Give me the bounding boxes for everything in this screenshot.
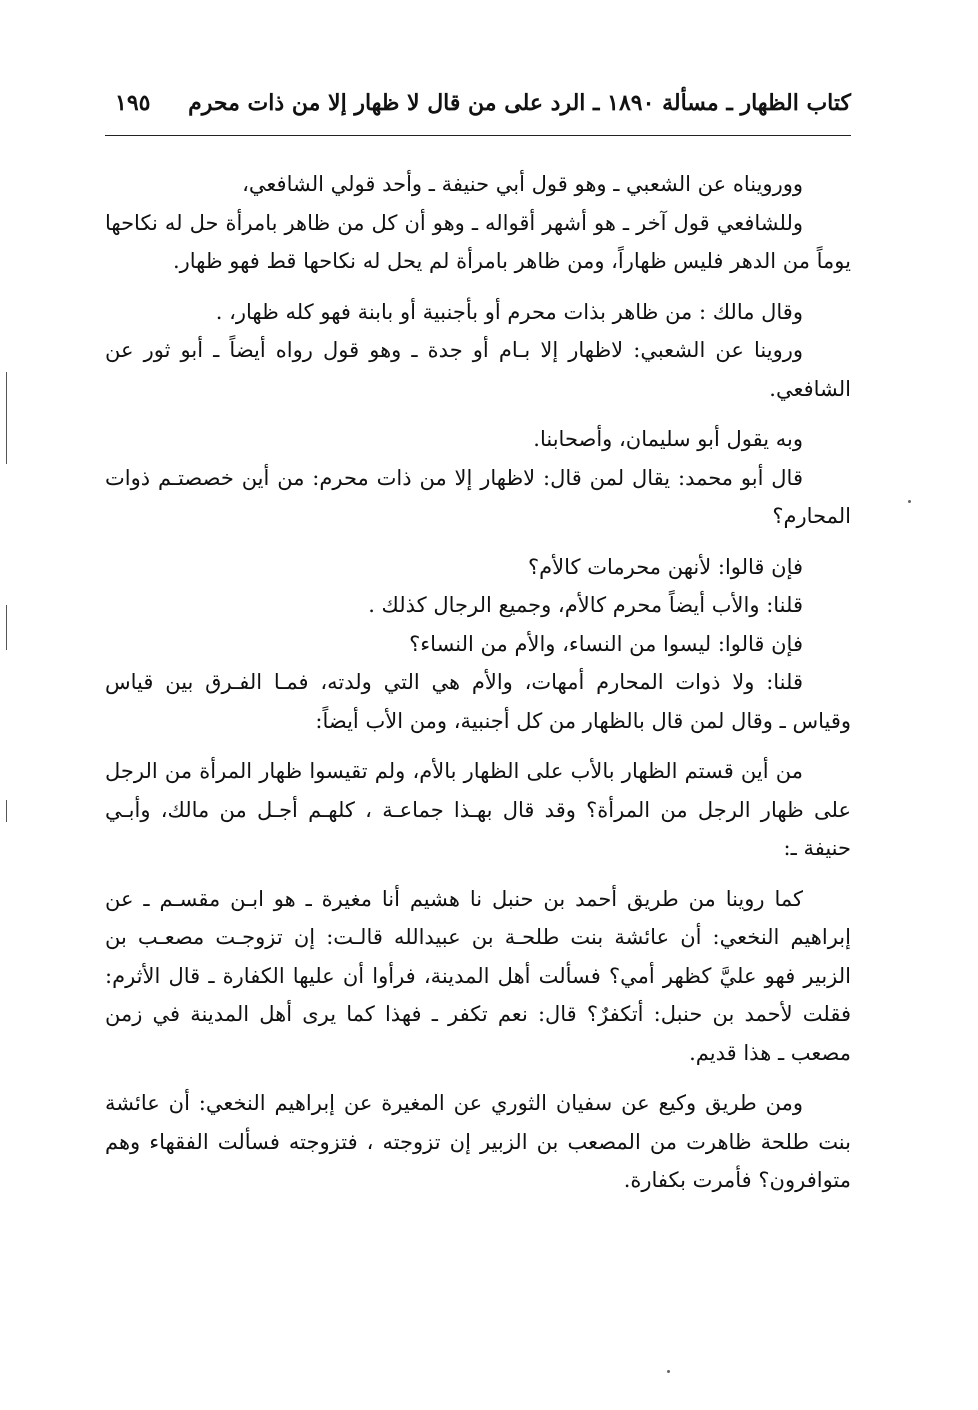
paragraph: وروينا عن الشعبي: لاظهار إلا بـام أو جدة ـ وهو قول رواه أيضاً ـ أبو ثور عن الشافعي. (105, 338, 851, 401)
paragraph: قلنا: ولا ذوات المحارم أمهات، والأم هي التي ولدته، فمـا الفـرق بين قياس وقياس ـ وقال لمن قال بالظهار من كل أجنبية، ومن الأب أيضاً: (105, 670, 851, 733)
paragraph: وورويناه عن الشعبي ـ وهو قول أبي حنيفة ـ وأحد قولي الشافعي، (242, 172, 803, 196)
paragraph: كما روينا من طريق أحمد بن حنبل نا هشيم أنا مغيرة ـ هو ابـن مقسـم ـ عن إبراهيم النخعي: أن عائشة بنت طلحـة بن عبيدالله قالـت: إن تزوجـت مصعـب بن الزبير فهو عليَّ كظهر أمي؟ فسألت أهل المدينة، فرأوا أن عليها الكفارة ـ قال الأثرم: فقلت لأحمد بن حنبل: أتكفرٌ؟ قال: نعم تكفر ـ فهذا كما يرى أهل المدينة في زمن مصعب ـ هذا قديم. (105, 886, 851, 1065)
paragraph: وبه يقول أبو سليمان، وأصحابنا. (533, 427, 803, 451)
scan-margin-mark (6, 605, 7, 650)
paragraph: قال أبو محمد: يقال لمن قال: لاظهار إلا من ذات محرم: من أين خصصتـم ذوات المحارم؟ (105, 465, 851, 528)
paragraph: فإن قالوا: ليسوا من النساء، والأم من النساء؟ (409, 631, 803, 656)
page-number: ١٩٥ (115, 90, 151, 116)
scan-margin-mark (6, 372, 7, 464)
paragraph: ومن طريق وكيع عن سفيان الثوري عن المغيرة عن إبراهيم النخعي: أن عائشة بنت طلحة ظاهرت من المصعب بن الزبير إن تزوجته ، فتزوجته فسألت الفقهاء وهم متوافرون؟ فأمرت بكفارة. (105, 1091, 851, 1192)
paragraph: من أين قستم الظهار بالأب على الظهار بالأم، ولم تقيسوا ظهار المرأة من الرجل على ظهار الرجل من المرأة؟ وقد قال بهـذا جماعـة ، كلهـم أجـل من مالك، وأبـي حنيفة ـ: (105, 759, 851, 860)
chapter-heading: كتاب الظهار ـ مسألة ١٨٩٠ ـ الرد على من قال لا ظهار إلا من ذات محرم (188, 90, 851, 116)
scan-speck (667, 1370, 670, 1373)
header-divider (105, 135, 851, 136)
paragraph: فإن قالوا: لأنهن محرمات كالأم؟ (528, 554, 803, 579)
main-text (105, 165, 851, 1212)
scan-speck (908, 500, 911, 503)
paragraph: قلنا: والأب أيضاً محرم كالأم، وجميع الرجال كذلك . (368, 593, 803, 617)
running-header (105, 84, 851, 128)
paragraph: وقال مالك : من ظاهر بذات محرم أو بأجنبية أو بابنة فهو كله ظهار، . (215, 299, 803, 324)
paragraph: وللشافعي قول آخر ـ هو أشهر أقواله ـ وهو أن كل من ظاهر بامرأة حل له نكاحها يوماً من الدهر فليس ظهاراً، ومن ظاهر بامرأة لم يحل له نكاحها قط فهو ظهار. (105, 210, 851, 273)
scan-margin-mark (6, 800, 7, 822)
